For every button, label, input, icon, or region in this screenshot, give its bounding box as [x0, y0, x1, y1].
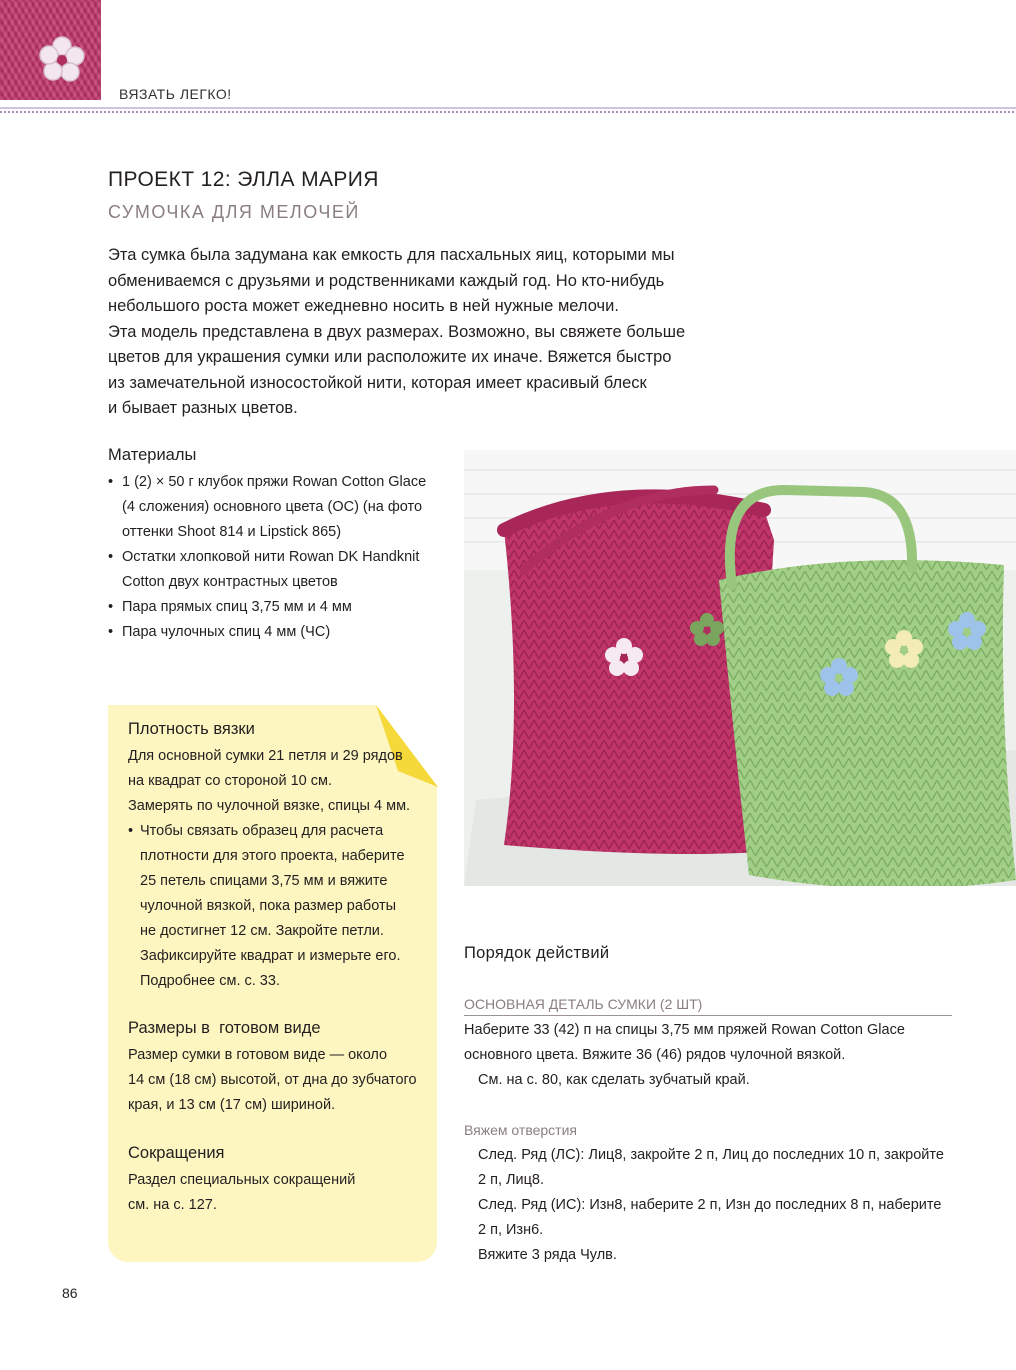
header-divider [0, 107, 1016, 114]
abbreviations-line: см. на с. 127. [128, 1197, 217, 1213]
section-divider [464, 1015, 952, 1016]
gauge-heading: Плотность вязки [128, 720, 255, 738]
project-subtitle: СУМОЧКА ДЛЯ МЕЛОЧЕЙ [108, 202, 360, 222]
gauge-bullet-line: Подробнее см. с. 33. [140, 973, 280, 989]
gauge-bullet [128, 819, 418, 994]
main-part-line: См. на с. 80, как сделать зубчатый край. [478, 1072, 750, 1088]
holes-line: След. Ряд (ЛС): Лиц8, закройте 2 п, Лиц до последних 10 п, закройте [478, 1147, 944, 1163]
materials-list [108, 470, 438, 645]
main-part-line: основного цвета. Вяжите 36 (46) рядов чулочной вязкой. [464, 1047, 846, 1063]
gauge-line: Для основной сумки 21 петля и 29 рядов [128, 748, 403, 764]
holes-title: Вяжем отверстия [464, 1122, 577, 1138]
materials-item-line: • Пара чулочных спиц 4 мм (ЧС) [122, 624, 331, 640]
abbreviations-heading: Сокращения [128, 1144, 225, 1162]
main-part-line: Наберите 33 (42) п на спицы 3,75 мм пряжей Rowan Cotton Glace [464, 1022, 905, 1038]
main-part-text [464, 1018, 964, 1093]
gauge-line: Замерять по чулочной вязке, спицы 4 мм. [128, 798, 411, 814]
materials-item [108, 595, 438, 620]
page-number: 86 [62, 1285, 78, 1301]
steps-heading: Порядок действий [464, 944, 610, 962]
intro-line: и бывает разных цветов. [108, 399, 298, 417]
intro-line: небольшого роста может ежедневно носить в ней нужные мелочи. [108, 297, 619, 315]
sizes-line: 14 см (18 см) высотой, от дна до зубчатого [128, 1072, 417, 1088]
materials-item [108, 620, 438, 645]
section-label: ВЯЗАТЬ ЛЕГКО! [119, 86, 232, 102]
intro-paragraph [108, 243, 748, 422]
gauge-bullet-line: 25 петель спицами 3,75 мм и вяжите [140, 873, 388, 889]
intro-line: Эта модель представлена в двух размерах. Возможно, вы свяжете больше [108, 322, 686, 341]
bullet-icon: • [128, 823, 134, 839]
gauge-bullet-line: Чтобы связать образец для расчета [140, 823, 384, 839]
holes-line: Вяжите 3 ряда Чулв. [478, 1247, 617, 1263]
abbreviations-line: Раздел специальных сокращений [128, 1172, 356, 1188]
sizes-text [128, 1043, 428, 1118]
gauge-bullet-line: чулочной вязкой, пока размер работы [140, 898, 397, 914]
intro-line: обмениваемся с друзьями и родственниками каждый год. Но кто-нибудь [108, 271, 665, 290]
gauge-bullet-line: не достигнет 12 см. Закройте петли. [140, 923, 384, 939]
header-thumbnail-image [0, 0, 101, 100]
materials-item-line: • Остатки хлопковой нити Rowan DK Handknit [122, 549, 420, 565]
gauge-bullet-line: плотности для этого проекта, наберите [140, 848, 405, 864]
flower-icon [0, 0, 101, 100]
holes-text [478, 1143, 978, 1268]
materials-heading: Материалы [108, 446, 197, 464]
gauge-text [128, 744, 418, 819]
materials-item-line: • 1 (2) × 50 г клубок пряжи Rowan Cotton Glace [122, 474, 427, 490]
bags-photo [464, 450, 1016, 886]
gauge-line: на квадрат со стороной 10 см. [128, 773, 333, 789]
gauge-bullet-line: Зафиксируйте квадрат и измерьте его. [140, 948, 401, 964]
materials-item [108, 470, 438, 545]
sizes-line: Размер сумки в готовом виде — около [128, 1047, 388, 1063]
abbreviations-text [128, 1168, 428, 1218]
main-part-title: ОСНОВНАЯ ДЕТАЛЬ СУМКИ (2 ШТ) [464, 996, 703, 1012]
materials-item [108, 545, 438, 595]
intro-line: цветов для украшения сумки или расположите их иначе. Вяжется быстро [108, 348, 672, 366]
materials-item-line: (4 сложения) основного цвета (ОС) (на фото [122, 499, 423, 515]
intro-line: из замечательной износостойкой нити, которая имеет красивый блеск [108, 373, 647, 392]
intro-line: Эта сумка была задумана как емкость для пасхальных яиц, которыми мы [108, 246, 675, 264]
holes-line: След. Ряд (ИС): Изн8, наберите 2 п, Изн до последних 8 п, наберите [478, 1197, 942, 1213]
holes-line: 2 п, Изн6. [478, 1222, 544, 1238]
materials-item-line: оттенки Shoot 814 и Lipstick 865) [122, 524, 342, 540]
holes-line: 2 п, Лиц8. [478, 1172, 545, 1188]
project-title: ПРОЕКТ 12: ЭЛЛА МАРИЯ [108, 168, 379, 191]
sizes-heading: Размеры в готовом виде [128, 1019, 321, 1037]
materials-item-line: • Пара прямых спиц 3,75 мм и 4 мм [122, 599, 352, 615]
sizes-line: края, и 13 см (17 см) шириной. [128, 1097, 336, 1113]
materials-item-line: Cotton двух контрастных цветов [122, 574, 338, 590]
